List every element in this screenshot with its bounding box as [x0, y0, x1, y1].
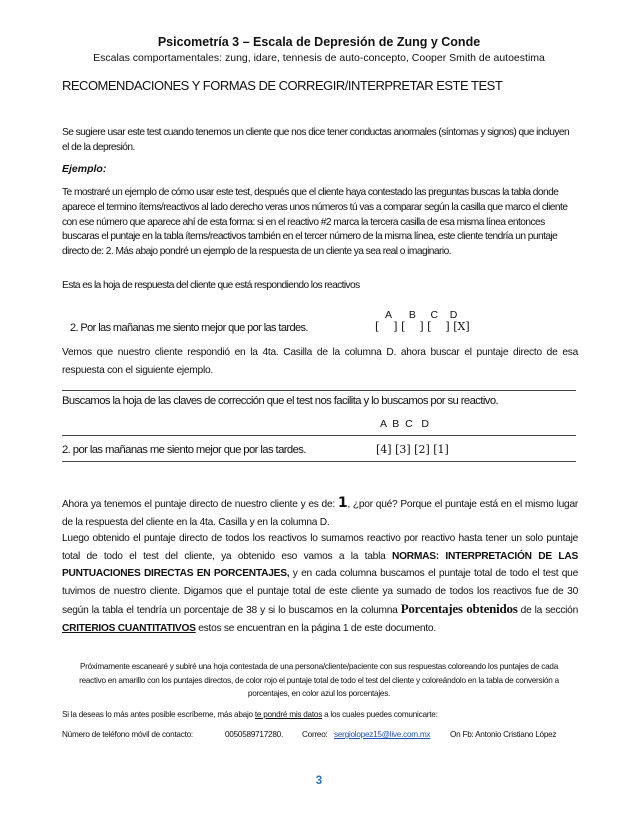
phone-number: 0050589717280.	[225, 730, 283, 739]
key-sheet-columns: A B C D	[380, 418, 430, 430]
answer-sheet-intro: Esta es la hoja de respuesta del cliente que está respondiendo los reactivos	[62, 280, 360, 291]
contact-link[interactable]: te pondré mis datos	[254, 710, 323, 719]
email-label: Correo:	[302, 730, 328, 739]
answer-sheet-item: 2. Por las mañanas me siento mejor que por las tardes.	[70, 322, 308, 334]
contact-line-text-1: Si la deseas lo más antes posible escríbeme, más abajo	[62, 710, 255, 719]
procedure-bold-norms: NORMAS: INTERPRETACIÓN DE LAS PUNTUACIONES DIRECTAS EN PORCENTAJES,	[62, 550, 578, 579]
divider-middle	[62, 435, 576, 436]
phone-label: Número de teléfono móvil de contacto:	[62, 730, 193, 739]
section-heading: RECOMENDACIONES Y FORMAS DE CORREGIR/INTERPRETAR ESTE TEST	[62, 78, 503, 93]
document-subtitle: Escalas comportamentales: zung, idare, tennesis de auto-concepto, Cooper Smith de autoestima	[93, 52, 545, 64]
email-link[interactable]: sergiolopez15@live.com.mx	[334, 730, 431, 739]
document-title: Psicometría 3 – Escala de Depresión de Zung y Conde	[157, 35, 481, 49]
procedure-bold-criteria: CRITERIOS CUANTITATIVOS	[62, 622, 196, 634]
contact-line	[62, 710, 438, 719]
procedure-paragraph	[62, 530, 578, 637]
answer-sheet-columns: A B C D	[385, 309, 458, 321]
procedure-text-1: Luego obtenido el puntaje directo de todos los reactivos lo sumamos reactivo por reactivo hasta tener un solo puntaje total de todo el test del cliente, ya obtenido eso vamos a la tabla	[62, 533, 578, 562]
result-text-2: , ¿por qué? Porque el puntaje está en el mismo lugar de la respuesta del cliente en la 4ta. Casilla y en la columna D.	[62, 499, 578, 528]
key-sheet-item: 2. por las mañanas me siento mejor que por las tardes.	[62, 444, 306, 456]
key-sheet-scores: [4] [3] [2] [1]	[376, 443, 449, 456]
divider-top	[62, 390, 576, 391]
procedure-text-3: de la sección	[517, 605, 579, 616]
observation-paragraph: Vemos que nuestro cliente respondió en la 4ta. Casilla de la columna D. ahora buscar el puntaje directo de esa respuesta con el siguiente ejemplo.	[62, 347, 578, 376]
example-label: Ejemplo:	[62, 163, 107, 175]
example-paragraph: Te mostraré un ejemplo de cómo usar este test, después que el cliente haya contestado las preguntas buscas la tabla donde aparece el termino ítems/reactivos al lado derecho veras unos números tú vas a comparar según la casilla que marco el cliente con ese número que aparece ahí de esta forma: si en el reactivo #2 marca la tercera casilla de esa misma línea entonces buscaras el puntaje en la tabla ítems/reactivos también en el tercer número de la misma línea, este cliente tendría un puntaje directo de: 2. Más abajo pondré un ejemplo de la respuesta de un cliente ya sea real o imaginario.	[62, 187, 568, 258]
result-text-1: Ahora ya tenemos el puntaje directo de nuestro cliente y es de:	[62, 499, 338, 510]
divider-bottom	[62, 461, 576, 462]
facebook-contact: On Fb: Antonio Cristiano López	[450, 730, 557, 739]
intro-paragraph: Se sugiere usar este test cuando tenemos un cliente que nos dice tener conductas anormales (síntomas y signos) que incluyen el de la depresión.	[62, 127, 570, 153]
footer-note-line-3: porcentajes, en color azul los porcentajes.	[247, 689, 391, 698]
procedure-bold-percentages: Porcentajes obtenidos	[400, 601, 518, 616]
procedure-text-4: estos se encuentran en la página 1 de este documento.	[195, 622, 436, 634]
contact-line-text-2: a los cuales puedes comunicarte:	[322, 710, 438, 719]
footer-note-line-1: Próximamente escanearé y subiré una hoja contestada de una persona/cliente/paciente con sus respuestas coloreando los puntajes de cada	[79, 662, 559, 671]
answer-sheet-boxes: [ ] [ ] [ ] [X]	[375, 320, 470, 333]
key-sheet-heading: Buscamos la hoja de las claves de corrección que el test nos facilita y lo buscamos por su reactivo.	[62, 395, 499, 407]
procedure-text-2: y en cada columna buscamos el puntaje total de todo el test que tuvimos de nuestro cliente. Digamos que el puntaje total de este cliente ya sumado de todos los reactivos fue de 30 según la tabla el tendría un porcentaje de 38 y si lo buscamos en la columna	[62, 568, 578, 616]
result-paragraph	[62, 495, 578, 531]
page-number: 3	[315, 775, 323, 787]
footer-note-line-2: reactivo en amarillo con los puntajes directos, de color rojo el puntaje total de todo el test del cliente y coloreándolo en la tabla de conversión a	[79, 676, 559, 685]
result-score: 1	[337, 495, 348, 511]
